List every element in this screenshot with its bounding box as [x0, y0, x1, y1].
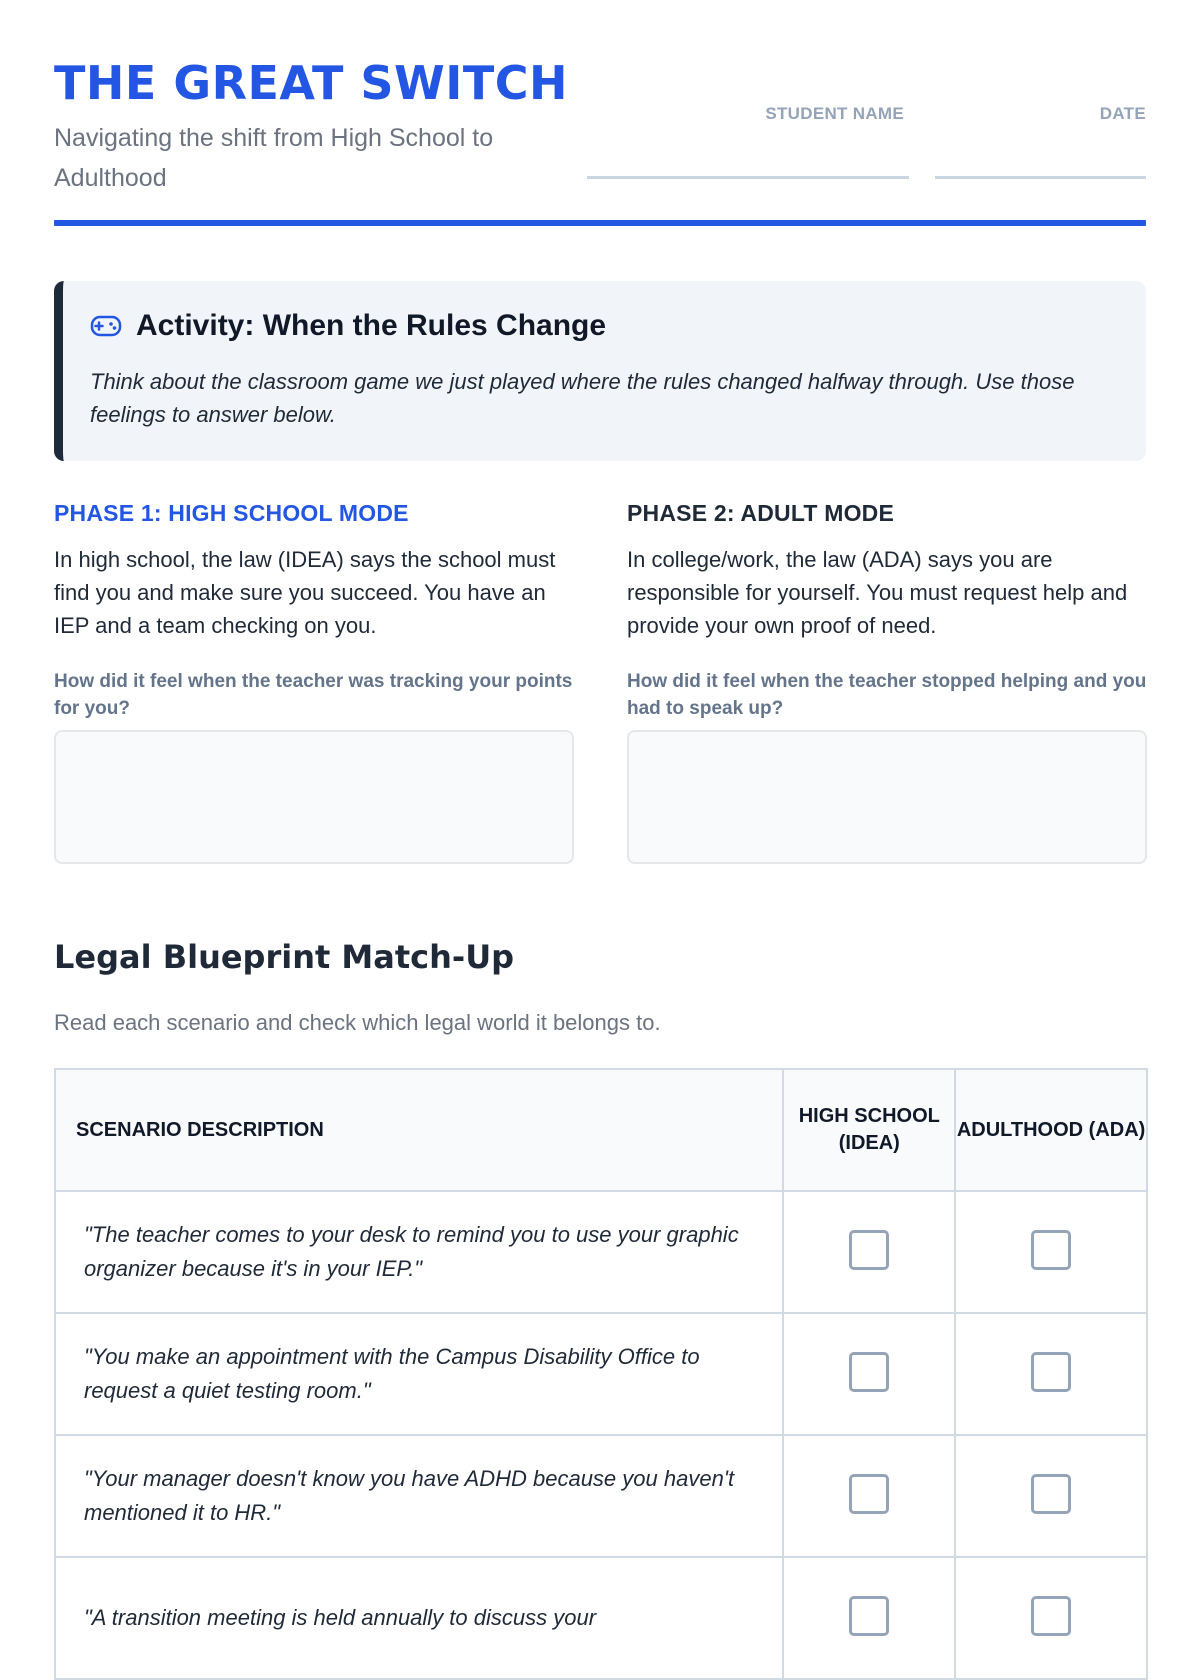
phase-1-answer-box[interactable] — [54, 730, 574, 864]
phase-2-section — [627, 500, 1147, 864]
activity-box — [54, 281, 1146, 461]
high-school-cell — [783, 1313, 955, 1435]
activity-header — [90, 309, 1116, 343]
column-header-adulthood: ADULTHOOD (ADA) — [955, 1069, 1147, 1191]
matchup-table — [54, 1068, 1148, 1680]
matchup-instructions: Read each scenario and check which legal world it belongs to. — [54, 1010, 661, 1035]
phase-1-section — [54, 500, 574, 864]
gamepad-icon — [90, 313, 122, 339]
adulthood-cell — [955, 1435, 1147, 1557]
high-school-checkbox[interactable] — [849, 1596, 889, 1636]
phase-2-description: In college/work, the law (ADA) says you are responsible for yourself. You must request help and provide your own proof of need. — [627, 547, 1128, 638]
table-header-row — [55, 1069, 1147, 1191]
date-label: DATE — [1099, 104, 1146, 123]
phase-2-heading: PHASE 2: ADULT MODE — [627, 500, 895, 526]
student-name-label: STUDENT NAME — [765, 104, 904, 123]
adulthood-cell — [955, 1191, 1147, 1313]
adulthood-checkbox[interactable] — [1031, 1352, 1071, 1392]
worksheet-title: THE GREAT SWITCH — [54, 56, 568, 110]
high-school-cell — [783, 1557, 955, 1679]
student-name-field[interactable] — [587, 176, 909, 179]
scenario-text: "The teacher comes to your desk to remind you to use your graphic organizer because it's in your IEP." — [55, 1191, 783, 1313]
high-school-checkbox[interactable] — [849, 1474, 889, 1514]
high-school-checkbox[interactable] — [849, 1352, 889, 1392]
column-header-high-school: HIGH SCHOOL (IDEA) — [783, 1069, 955, 1191]
adulthood-cell — [955, 1313, 1147, 1435]
phase-2-question: How did it feel when the teacher stopped helping and you had to speak up? — [627, 671, 1147, 719]
adulthood-checkbox[interactable] — [1031, 1474, 1071, 1514]
scenario-text: "Your manager doesn't know you have ADHD because you haven't mentioned it to HR." — [55, 1435, 783, 1557]
table-row — [55, 1313, 1147, 1435]
activity-instructions: Think about the classroom game we just played where the rules changed halfway through. Use those feelings to answer below. — [90, 369, 1075, 427]
phase-1-heading: PHASE 1: HIGH SCHOOL MODE — [54, 500, 409, 526]
table-row — [55, 1435, 1147, 1557]
date-field[interactable] — [935, 176, 1146, 179]
activity-title: Activity: When the Rules Change — [136, 309, 607, 342]
table-row — [55, 1191, 1147, 1313]
matchup-title: Legal Blueprint Match-Up — [54, 938, 515, 976]
worksheet-header — [54, 0, 1146, 228]
phase-1-description: In high school, the law (IDEA) says the school must find you and make sure you succeed. You have an IEP and a team checking on you. — [54, 547, 556, 638]
adulthood-cell — [955, 1557, 1147, 1679]
header-divider — [54, 220, 1146, 226]
high-school-cell — [783, 1435, 955, 1557]
scenario-text: "A transition meeting is held annually to discuss your — [55, 1557, 783, 1679]
high-school-checkbox[interactable] — [849, 1230, 889, 1270]
phase-2-answer-box[interactable] — [627, 730, 1147, 864]
phase-1-question: How did it feel when the teacher was tracking your points for you? — [54, 671, 573, 719]
adulthood-checkbox[interactable] — [1031, 1230, 1071, 1270]
scenario-text: "You make an appointment with the Campus Disability Office to request a quiet testing room." — [55, 1313, 783, 1435]
adulthood-checkbox[interactable] — [1031, 1596, 1071, 1636]
table-row — [55, 1557, 1147, 1679]
high-school-cell — [783, 1191, 955, 1313]
worksheet-subtitle: Navigating the shift from High School to Adulthood — [54, 124, 494, 192]
column-header-scenario: SCENARIO DESCRIPTION — [55, 1069, 783, 1191]
